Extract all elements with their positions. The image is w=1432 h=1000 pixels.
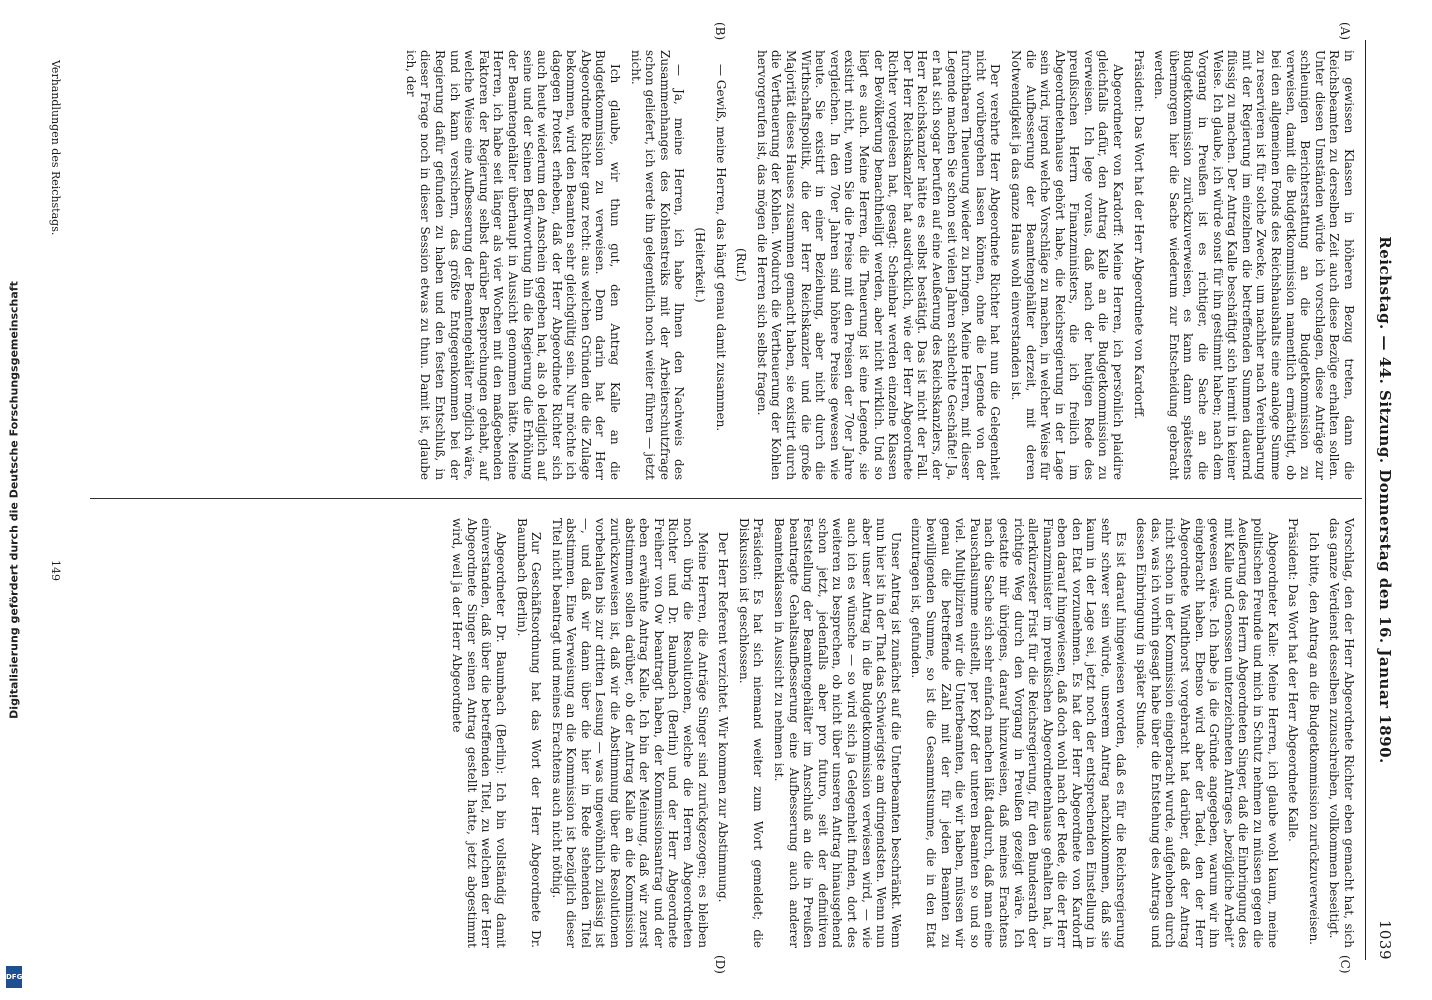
paragraph: Ich bitte, den Antrag an die Budgetkommission zurückzuverweisen. bbox=[1306, 532, 1321, 945]
marker-a: (A) bbox=[1338, 22, 1352, 41]
paragraph: Ich glaube, wir thun gut, den Antrag Kalle an die Budgetkommission zu verweisen. Denn darin hat der Herr Abgeordnete Richter ganz recht: aus welchen Gründen die die Zulage bekommen, wird den Beamten sehr gleichgültig sein. Nur möchte ich dagegen Protest erheben, daß der Herr Abgeordnete Richter sich auch heute wiederum den Anschein gegeben hat, als ob lediglich auf seine und der Seinen Befürwortung hin die Regierung die Erhöhung der Beamtengehälter überhaupt in Aussicht genommen hätte. Meine Herren, ich habe seit länger als vier Wochen mit den maßgebenden Faktoren der Regierung selbst darüber Besprechungen gehabt, auf welche Weise eine Aufbesserung der Beamtengehälter möglich wäre, und ich kann versichern, das größte Entgegenkommen bei der Regierung dafür gefunden zu haben und den festen Entschluß, in dieser Frage noch in dieser Session etwas zu thun. Damit ist, glaube ich, der bbox=[403, 50, 623, 480]
paragraph: Präsident: Es hat sich niemand weiter zum Wort gemeldet; die Diskussion ist geschlossen. bbox=[736, 518, 766, 948]
paragraph: Unser Antrag ist zunächst auf die Unterbeamten beschränkt. Wenn nun hier ist in der That das Schwierigste am dringendsten. Wenn nun aber unser Antrag in die Budgetkommission verwiesen wird, — wie auch ich es wünsche — so wird sich ja Gelegenheit finden, dort des weiteren zu besprechen, ob nicht über unseren Antrag hinausgehend schon jetzt, jedenfalls aber pro futuro, seit der definitiven Feststellung der Beamtengehälter im Anschluß an die in Preußen beantragte Gehaltsaufbesserung eine Aufbesserung auch anderer Beamtenklassen in Aussicht zu nehmen ist. bbox=[772, 518, 903, 948]
left-footer: Verhandlungen des Reichstags. bbox=[49, 60, 62, 236]
paragraph: Der verehrte Herr Abgeordnete Richter hat nun die Gelegenheit nicht vorübergehen lassen können, ohne die Legende von der furchtbaren Theuerung wieder zu bringen. Meine Herren, mit dieser Legende machen Sie schon seit vielen Jahren schlechte Geschäfte! Ja, er hat sich sogar berufen auf eine Aeußerung des Reichskanzlers, der Herr Reichskanzler hätte es selbst bestätigt. Das ist nicht der Fall. Der Herr Reichskanzler hat ausdrücklich, wie der Herr Abgeordnete Richter vorgelesen hat, gesagt: Scheinbar werden einzelne Klassen der Bevölkerung benachtheiligt werden, aber nicht wirklich. Und so liegt es auch. Meine Herren, die Theuerung ist eine Legende, sie existirt nicht, wenn Sie die Preise mit den Preisen der 70er Jahre vergleichen. In den 70er Jahren sind höhere Preise gewesen wie heute. Sie existirt in einer Beziehung, aber nicht durch die Wirthschaftspolitik, die der Herr Reichskanzler und die große Majorität dieses Hauses zusammen gemacht haben, sie existirt durch die Vertheuerung der Kohlen. Wodurch die Vertheuerung der Kohlen hervorgerufen ist, das mögen die Herren sich selbst fragen. bbox=[754, 50, 1003, 480]
paragraph: — Gewiß, meine Herren, das hängt genau damit zusammen. bbox=[713, 64, 728, 432]
paragraph: Abgeordneter Kalle: Meine Herren, ich glaube wohl kaum, meine politischen Freunde und mich in Schutz nehmen zu müssen gegen die Aeußerung des Herrn Abgeordneten Singer, daß die Einbringung des mit Kalle und Genossen unterzeichneten Antrages „bezügliche Arbeit“ gewesen wäre. Ich habe ja die Gründe angegeben, warum wir ihn eingebracht haben. Ebenso wird aber der Tadel, den der Herr Abgeordnete Windthorst vorgebracht hat darüber, daß der Antrag nicht schon in der Kommission eingebracht wurde, aufgehoben durch das, was ich vorhin gesagt habe über die Entstehung des Antrags und dessen Einbringung in später Stunde. bbox=[1134, 518, 1280, 948]
header-title: Reichstag. — 44. Sitzung. Donnerstag den 16. Januar 1890. bbox=[1376, 236, 1394, 764]
digitization-credit: Digitalisierung gefördert durch die Deutsche Forschungsgemeinschaft bbox=[7, 281, 21, 719]
paragraph: Zur Geschäftsordnung hat das Wort der Herr Abgeordnete Dr. Baumbach (Berlin). bbox=[514, 518, 544, 948]
paragraph: Vorschlag, den der Herr Abgeordnete Richter eben gemacht hat, sich das ganze Verdienst desselben zuzuschreiben, vollkommen beseitigt. bbox=[1327, 518, 1356, 948]
column-divider bbox=[90, 498, 1362, 499]
page-header bbox=[1364, 40, 1394, 960]
right-footer: 149 bbox=[49, 560, 62, 581]
paragraph: Es ist darauf hingewiesen worden, daß es für die Reichsregierung sehr schwer sein würde, unserem Antrag nachzukommen, daß sie kaum in der Lage sei, jetzt noch der entsprechenden Einstellung in den Etat vorzunehmen. Es hat der Herr Abgeordnete von Kardorff eben darauf hingewiesen, daß doch wohl nach der Rede, die der Herr Finanzminister im preußischen Abgeordnetenhause gehalten hat, in allerkürzester Frist für die Reichsregierung, für den Bundesrath der richtige Weg durch den Vorgang in Preußen gezeigt wäre. Ich gestatte mir übrigens, darauf hinzuweisen, daß meines Erachtens nach die Sache sich sehr einfach machen läßt dadurch, daß man eine Pauschalsumme einstellt, per Kopf der unteren Beamten so und so viel. Multipliziren wir die Unterbeamten, die wir haben, müssen wir genau die betreffende Zahl mit der für jeden Beamten zu bewilligenden Summe, so ist die Gesammtsumme, die in den Etat einzutragen ist, gefunden. bbox=[909, 518, 1128, 948]
paragraph: Abgeordneter von Kardorff: Meine Herren, ich persönlich plaidire gleichfalls dafür, den Antrag Kalle an die Budgetkommission zu verweisen. Ich lege voraus, daß nach der heutigen Rede des preußischen Herrn Finanzministers, die ich freilich im Abgeordnetenhause gehört habe, die Reichsregierung in der Lage sein wird, irgend welche Vorschläge zu machen, in welcher Weise für die Aufbesserung der Beamtengehälter derzeit, mit deren Notwendigkeit ja das ganze Haus wohl einverstanden ist. bbox=[1008, 50, 1126, 480]
header-rule bbox=[1365, 40, 1366, 960]
paragraph: Abgeordneter Dr. Baumbach (Berlin): Ich bin vollständig damit einverstanden, daß über die betreffenden Titel, zu welchen der Herr Abgeordnete Singer seinen Antrag gestellt hatte, jetzt abgestimmt wird, weil ja der Herr Abgeordnete bbox=[450, 518, 508, 948]
page-number: 1039 bbox=[1376, 919, 1394, 960]
paragraph: Meine Herren, die Anträge Singer sind zurückgezogen; es bleiben noch übrig die Resolutionen, welche die Herren Abgeordneten Richter und Dr. Baumbach (Berlin) und der Herr Abgeordnete Freiherr von Ow beantragt haben, der Kommissionsantrag und der eben erwähnte Antrag Kalle. Ich bin der Meinung, daß wir zuerst abstimmen sollen darüber, ob der Antrag Kalle an die Kommission zurückzuweisen ist, daß wir die Abstimmung über die Resolutionen vorbehalten bis zur dritten Lesung — was ungewöhnlich zulässig ist —, und daß wir dann über die hier in Rede stehenden Titel abstimmen. Eine Verweisung an die Kommission ist bezüglich dieser Titel nicht beantragt und meines Erachtens auch nicht nöthig. bbox=[549, 518, 710, 948]
paragraph: (Heiterkeit.) bbox=[693, 227, 708, 303]
marker-c: (C) bbox=[1338, 955, 1352, 974]
paragraph: (Ruf.) bbox=[734, 248, 749, 282]
paragraph: — Ja, meine Herren, ich habe Ihnen den Nachweis des Zusammenhanges des Kohlenstreiks mit der Arbeiterschutzfrage schon geliefert, ich werde ihn gelegentlich noch weiter führen — jetzt nicht. bbox=[628, 50, 687, 480]
marker-b: (B) bbox=[713, 22, 727, 41]
right-text-column bbox=[444, 518, 1356, 948]
left-text-column bbox=[397, 50, 1356, 480]
dfg-logo-icon: DFG bbox=[6, 966, 22, 988]
paragraph: Der Herr Referent verzichtet. Wir kommen zur Abstimmung. bbox=[716, 532, 731, 903]
paragraph: in gewissen Klassen in höheren Bezug treten, dann die Reichsbeamten zu derselben Zeit auch diese Bezüge erhalten sollen. Unter diesen Umständen würde ich vorschlagen, diese Anträge zur schleunigen Berichterstattung an die Budgetkommission zu verweisen, damit die Budgetkommission namentlich ermächtigt, ob bei den allgemeinen Fonds des Reichshaushalts eine analoge Summe zu reservieren ist für solche Zwecke, um nachher nach Vereinbarung mit der Regierung im einzelnen die betreffenden Summen dauernd flüssig zu machen. Der Antrag Kalle beschäftigt sich hiermit in keiner Weise. Ich glaube, ich würde sonst für ihn gestimmt haben; nach dem Vorgang in Preußen ist es richtiger, die Sache an die Budgetkommission zurückzuverweisen, es kann dann spätestens übermorgen hier die Sache wiederum zur Entscheidung gebracht werden. bbox=[1152, 50, 1356, 480]
marker-d: (D) bbox=[713, 955, 727, 974]
paragraph: Präsident: Das Wort hat der Herr Abgeordnete Kalle. bbox=[1286, 518, 1301, 842]
paragraph: Präsident: Das Wort hat der Herr Abgeordnete von Kardorff. bbox=[1131, 50, 1146, 420]
